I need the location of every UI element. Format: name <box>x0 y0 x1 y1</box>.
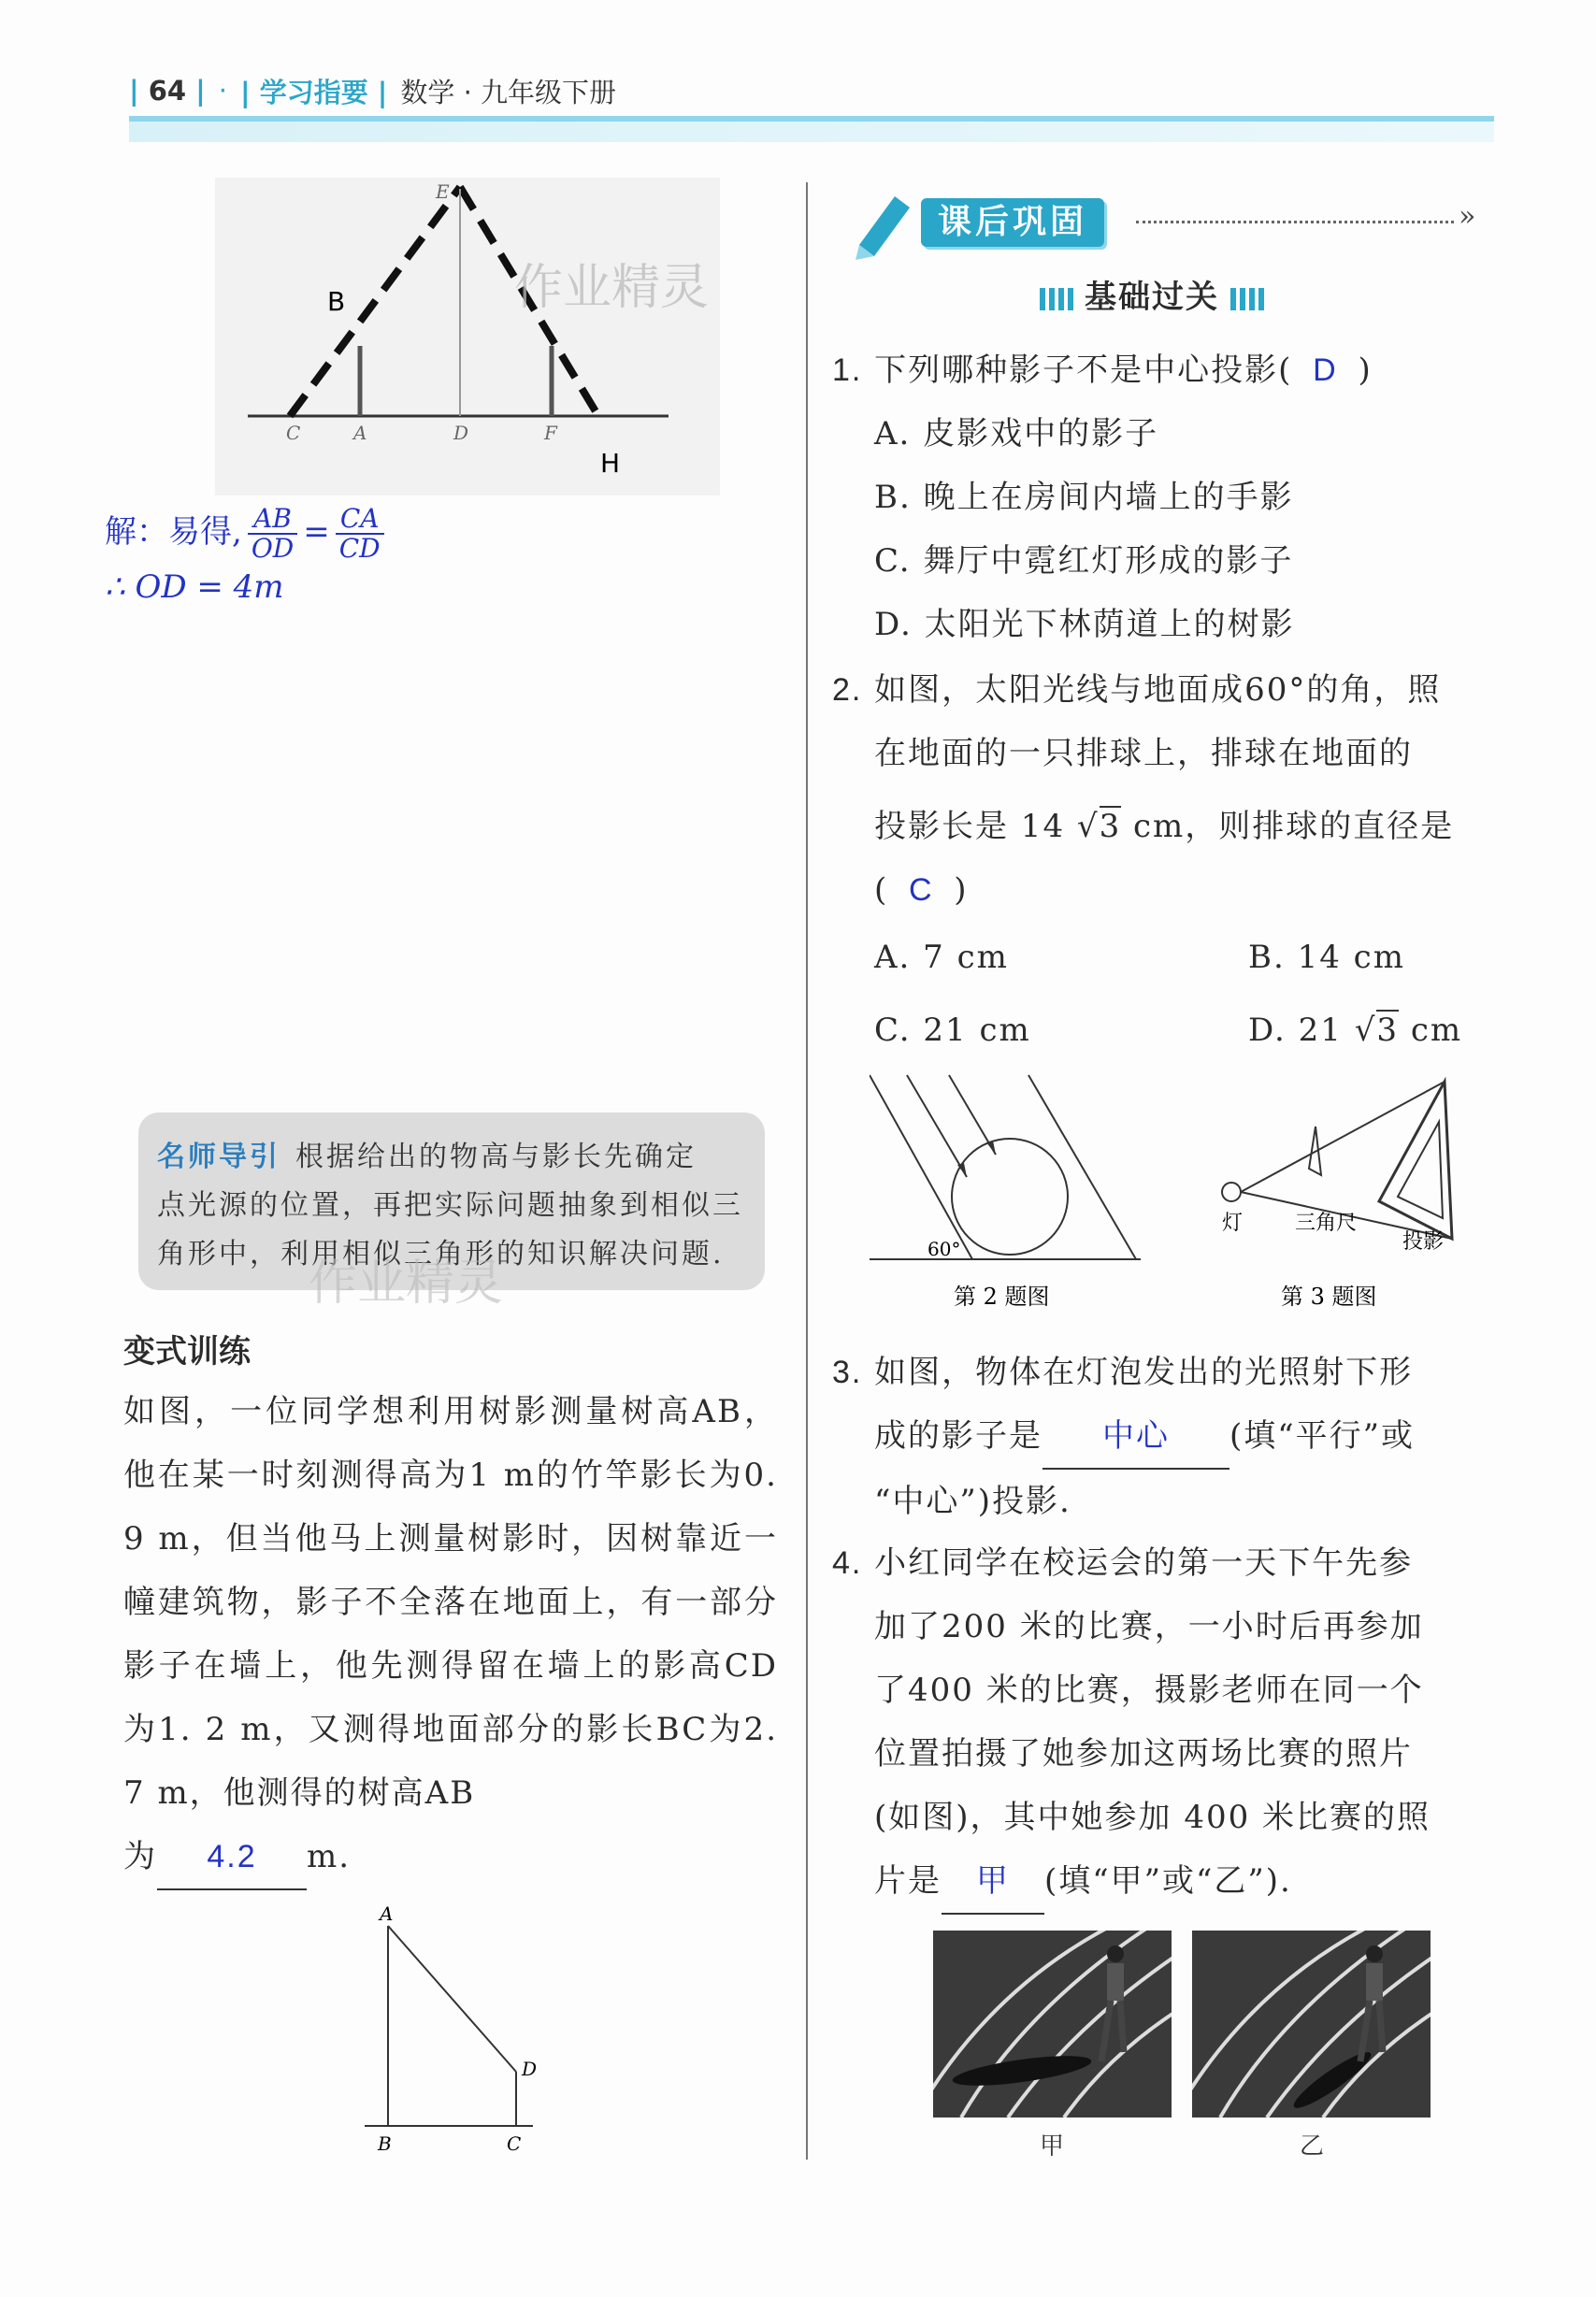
label-c: C <box>507 2132 522 2155</box>
question-number: 4. <box>832 1545 863 1581</box>
banner-dots <box>1136 221 1454 223</box>
answer-blank: 4.2 <box>157 1825 307 1890</box>
q2-line-3: 投影长是 14 √3 cm，则排球的直径是 <box>874 808 1455 845</box>
label-h: H <box>600 448 621 479</box>
runner-head <box>1366 1945 1383 1962</box>
pencil-icon <box>846 187 921 262</box>
answer-blank: 甲 <box>942 1849 1044 1915</box>
solution <box>105 505 390 611</box>
answer-suffix: m. <box>307 1838 352 1875</box>
fraction-ca-cd <box>336 505 384 563</box>
q4-line-6 <box>832 1849 1496 1915</box>
options-row-1 <box>874 926 1473 989</box>
chevron-right-icon: » <box>1459 200 1476 233</box>
header-separator: · <box>218 75 227 107</box>
q2-line-1 <box>832 658 1496 722</box>
label-d: D <box>522 2058 538 2080</box>
q4-line-2: 加了200 米的比赛，一小时后再参加 <box>874 1608 1424 1645</box>
label-b: B <box>378 2132 392 2155</box>
photo-label-yi: 乙 <box>1300 2132 1325 2161</box>
label-f: F <box>544 422 557 444</box>
arrow-head <box>986 1141 996 1155</box>
question-1 <box>832 338 1373 402</box>
question-number: 2. <box>832 672 863 708</box>
answer: C <box>908 872 934 908</box>
header-tag: | 学习指要 | <box>239 76 388 108</box>
photo-jia <box>933 1931 1172 2118</box>
shadow-label: 投影 <box>1402 1230 1445 1254</box>
guide-title: 名师导引 <box>157 1141 280 1173</box>
banner-title: 课后巩固 <box>921 198 1104 247</box>
guide-line-3: 角形中，利用相似三角形的知识解决问题. <box>157 1238 725 1271</box>
page-number: | 64 | <box>129 75 206 107</box>
question-4 <box>832 1531 1496 1915</box>
q1-options <box>874 402 1295 656</box>
question-stem: 如图，太阳光线与地面成60°的角，照 <box>874 671 1442 709</box>
option-a: A. 7 cm <box>874 939 1009 976</box>
denominator: CD <box>338 533 381 564</box>
variant-question <box>123 1380 778 1890</box>
question-stem: 下列哪种影子不是中心投影( <box>874 352 1293 389</box>
bulb-icon <box>1222 1183 1241 1201</box>
option-b: B. 14 cm <box>1248 939 1405 976</box>
angle-label: 60° <box>927 1238 961 1260</box>
triangle-shadow-inner <box>1398 1122 1443 1218</box>
option-d-text: D. 21 <box>1248 1012 1343 1049</box>
sun-ray-1 <box>870 1075 972 1259</box>
paren-close: ) <box>954 871 969 909</box>
paren-close: ) <box>1358 352 1373 389</box>
numerator: CA <box>336 505 384 535</box>
option-b: B. 晚上在房间内墙上的手影 <box>874 479 1294 516</box>
option-a: A. 皮影戏中的影子 <box>874 415 1159 452</box>
guide-text: 根据给出的物高与影长先确定 <box>295 1141 697 1173</box>
figure-caption: 第 2 题图 <box>954 1284 1050 1310</box>
q2-text: cm，则排球的直径是 <box>1133 808 1455 845</box>
sqrt-value: 3 <box>1376 1012 1400 1049</box>
q4-text: 片是 <box>874 1862 942 1900</box>
option-d: D. 太阳光下林荫道上的树影 <box>874 606 1295 643</box>
paren-open: ( <box>874 871 889 909</box>
light-ray <box>388 1926 516 2072</box>
page-header <box>129 67 616 114</box>
stripe-icon <box>1040 288 1073 310</box>
guide-line-1 <box>157 1133 746 1182</box>
numerator: AB <box>248 505 297 535</box>
equals-sign: = <box>303 513 330 551</box>
unit: cm <box>1410 1012 1463 1049</box>
option-c: C. 舞厅中霓红灯形成的影子 <box>874 542 1294 580</box>
variant-text: 如图，一位同学想利用树影测量树高AB，他在某一时刻测得高为1 m的竹竿影长为0. 9 m，但当他马上测量树影时，因树靠近一幢建筑物，影子不全落在地面上，有一部分影子在墙上，他先测得留在墙上的影高CD为1. 2 m，又测得地面部分的影长BC为2. 7 m，他测得的树高AB <box>123 1393 778 1812</box>
q2-line-2: 在地面的一只排球上，排球在地面的 <box>874 735 1413 772</box>
figure-background <box>215 178 720 495</box>
label-c: C <box>286 422 301 444</box>
q4-line-1 <box>832 1531 1496 1595</box>
denominator: OD <box>251 533 295 564</box>
question-number: 3. <box>832 1355 863 1390</box>
question-stem: 如图，物体在灯泡发出的光照射下形 <box>874 1354 1414 1391</box>
tree-figure <box>355 1898 552 2160</box>
answer-prefix: 为 <box>123 1838 157 1875</box>
figure-caption: 第 3 题图 <box>1281 1284 1377 1310</box>
options-row-2 <box>874 998 1473 1062</box>
q4-line-5: (如图)，其中她参加 400 米比赛的照 <box>874 1799 1431 1836</box>
section-title <box>1028 271 1275 317</box>
question-2 <box>832 658 1496 922</box>
q4-line-4: 位置拍摄了她参加这两场比赛的照片 <box>874 1735 1413 1773</box>
question-3 <box>832 1341 1496 1533</box>
solution-line-1 <box>105 505 390 563</box>
figure-3 <box>1211 1070 1501 1314</box>
photo-yi <box>1192 1931 1431 2118</box>
answer: D <box>1313 352 1338 388</box>
header-band <box>129 122 1494 142</box>
solution-prefix: 解：易得, <box>105 513 242 551</box>
column-divider <box>806 182 808 2160</box>
runner-body <box>1366 1963 1383 2001</box>
variant-title: 变式训练 <box>123 1333 251 1371</box>
q3-line-3: “中心”)投影. <box>874 1483 1071 1520</box>
q3-text: 成的影子是 <box>874 1417 1042 1455</box>
label-a: A <box>353 422 367 444</box>
guide-line-2: 点光源的位置，再把实际问题抽象到相似三 <box>157 1189 743 1222</box>
solution-line-2: ∴ OD = 4m <box>105 568 284 606</box>
photo-label-jia: 甲 <box>1040 2132 1065 2161</box>
q3-line-2 <box>832 1404 1496 1470</box>
stripe-icon <box>1230 288 1264 310</box>
fraction-ab-od <box>248 505 297 563</box>
sqrt-value: 3 <box>1099 808 1122 845</box>
section-label: 基础过关 <box>1085 279 1219 316</box>
lamp-label: 灯 <box>1222 1212 1244 1235</box>
ruler-label: 三角尺 <box>1295 1212 1358 1235</box>
option-c: C. 21 cm <box>874 1012 1031 1049</box>
runner-body <box>1107 1963 1124 2001</box>
watermark: 作业精灵 <box>309 1256 504 1312</box>
q3-text: (填“平行”或 <box>1229 1417 1416 1455</box>
q2-text: 投影长是 14 <box>874 808 1066 845</box>
after-class-banner <box>846 187 1482 262</box>
label-d: D <box>453 422 469 444</box>
shadow-figure-1 <box>215 178 720 495</box>
watermark: 作业精灵 <box>514 260 710 316</box>
q2-options <box>874 926 1473 1062</box>
sun-ray-4 <box>1028 1075 1136 1259</box>
label-e: E <box>436 180 450 203</box>
label-a: A <box>380 1902 394 1925</box>
figure-2 <box>870 1070 1150 1314</box>
q4-text: (填“甲”或“乙”). <box>1044 1862 1292 1900</box>
runner-head <box>1107 1945 1124 1962</box>
header-subject: 数学 · 九年级下册 <box>400 76 617 108</box>
q3-line-1 <box>832 1341 1496 1404</box>
question-stem: 小红同学在校运会的第一天下午先参 <box>874 1544 1414 1582</box>
q2-line-4 <box>832 858 1496 922</box>
label-b: B <box>327 286 346 317</box>
option-d: D. 21 √3 cm <box>1248 1012 1463 1049</box>
volleyball-circle <box>952 1139 1068 1255</box>
answer-blank: 中心 <box>1042 1404 1229 1470</box>
question-number: 1. <box>832 352 863 388</box>
q4-line-3: 了400 米的比赛，摄影老师在同一个 <box>874 1672 1424 1709</box>
